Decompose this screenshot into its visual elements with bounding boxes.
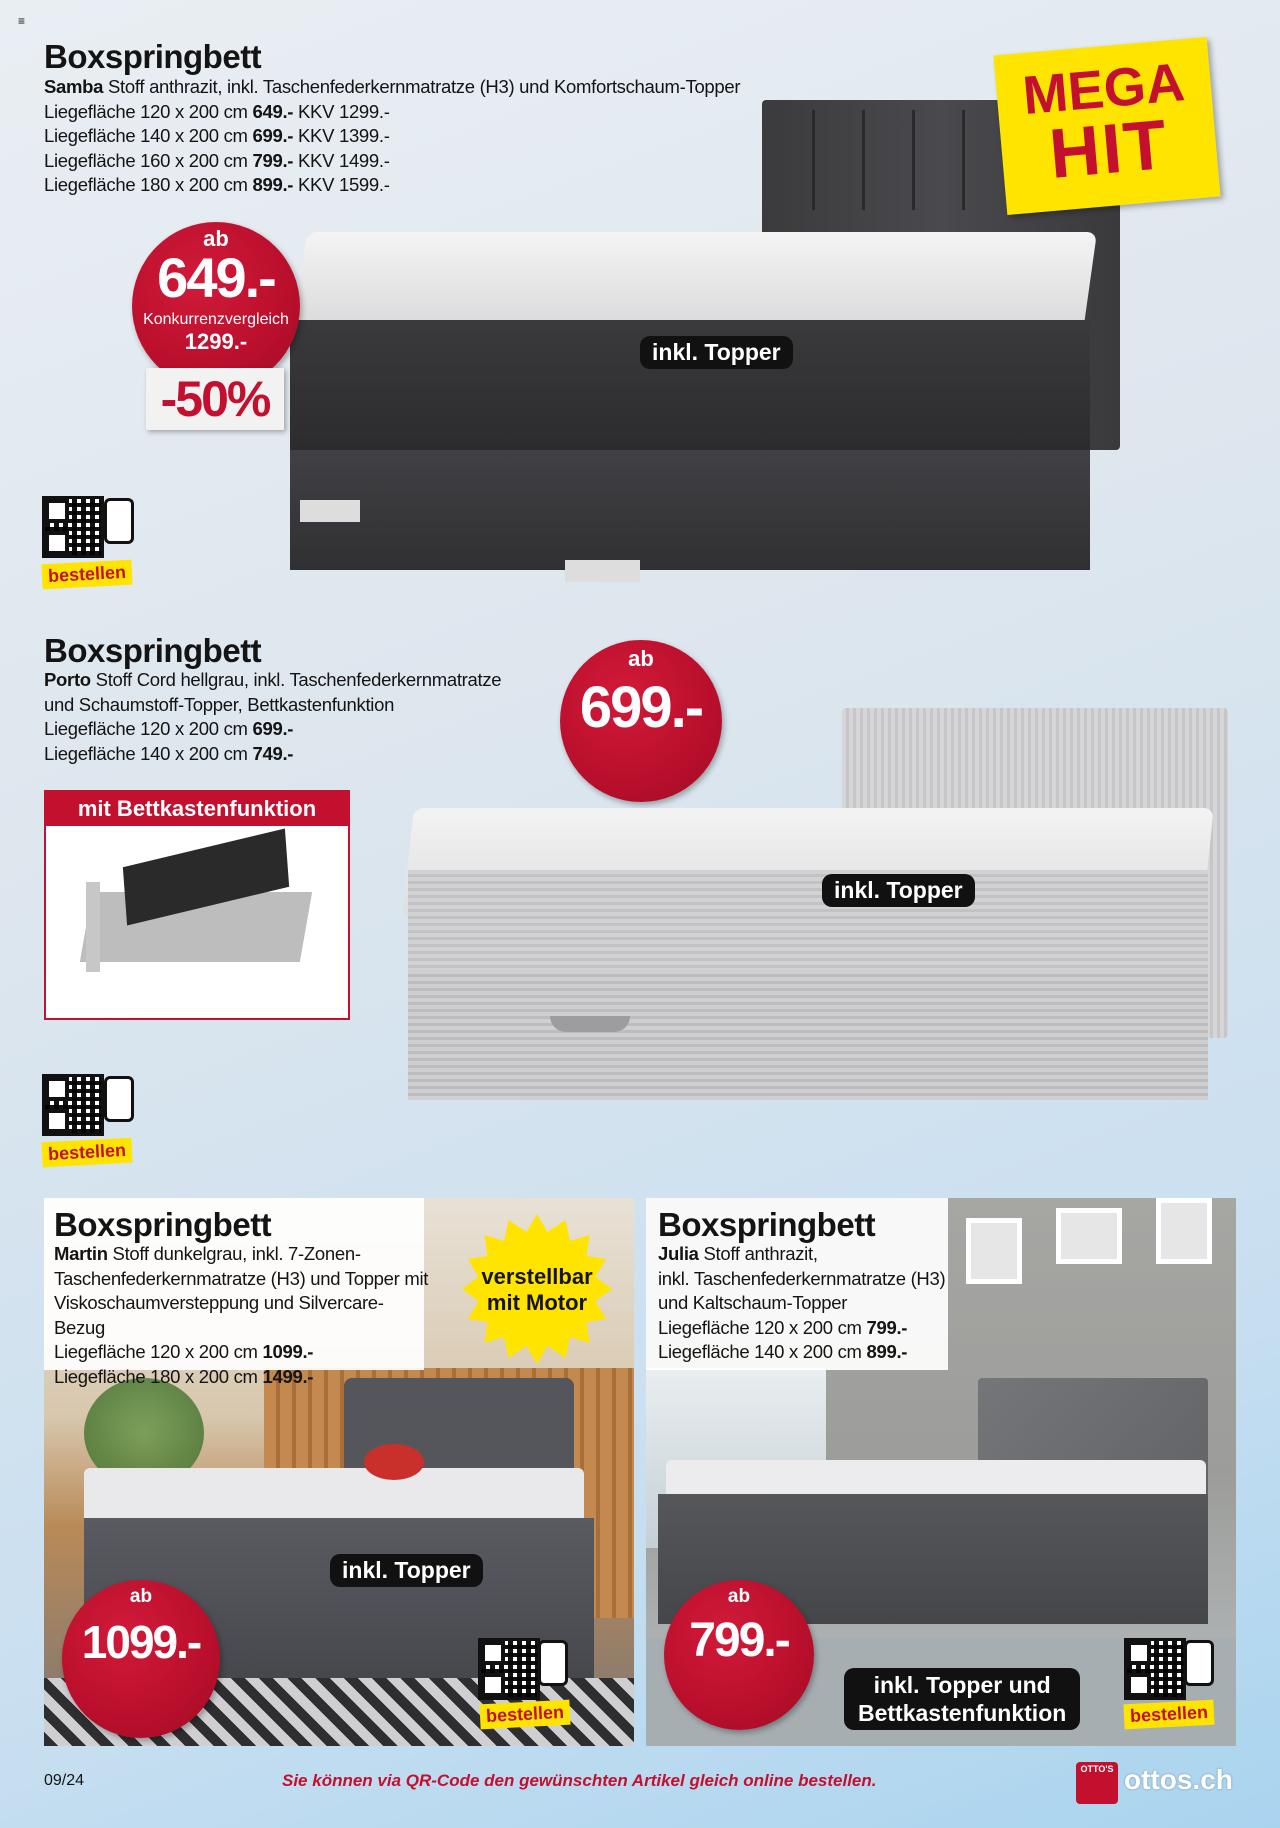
price-value: 699.- xyxy=(579,675,703,740)
size-row: Liegefläche 140 x 200 cm 749.- xyxy=(44,742,294,764)
qr-code-icon[interactable] xyxy=(478,1638,540,1700)
price-prefix: ab xyxy=(628,646,654,671)
product-name: Julia xyxy=(658,1243,699,1264)
price-badge xyxy=(664,1580,814,1730)
size-row: Liegefläche 160 x 200 cm 799.- KKV 1499.- xyxy=(44,149,390,171)
price-prefix: ab xyxy=(129,1586,153,1607)
product-martin xyxy=(44,1198,634,1746)
mega-hit-badge: MEGA HIT xyxy=(993,37,1220,215)
discount-badge: -50% xyxy=(146,368,284,430)
product-title: Boxspringbett xyxy=(44,38,262,75)
storage-label: mit Bettkastenfunktion xyxy=(46,792,348,826)
product-description: Martin Stoff dunkelgrau, inkl. 7-Zonen- Taschenfederkernmatratze (H3) und Topper mit Viskoschaumversteppung und Silvercare-Bezug Liegefläche 120 x 200 cm 1099.- Liegefläche 180 x 200 cm 1499.- xyxy=(54,1242,434,1389)
topper-label: inkl. Topper xyxy=(822,874,975,907)
product-title: Boxspringbett xyxy=(54,1206,272,1243)
site-name: ottos.ch xyxy=(1124,1764,1233,1795)
price-value: 1099.- xyxy=(81,1616,201,1668)
size-row: Liegefläche 140 x 200 cm 899.- xyxy=(658,1341,908,1362)
pillow xyxy=(364,1444,424,1480)
qr-code-icon[interactable] xyxy=(42,496,104,558)
product-description: Samba Stoff anthrazit, inkl. Taschenfederkernmatratze (H3) und Komfortschaum-Topper Liegefläche 120 x 200 cm 649.- KKV 1299.- Liegefläche 140 x 200 cm 699.- KKV 1399.- Liegefläche 160 x 200 cm 799.- KKV 1499.- Liegefläche 180 x 200 cm 899.- KKV 1599.- xyxy=(44,75,764,198)
motor-burst-text: verstellbar mit Motor xyxy=(481,1264,593,1315)
product-name: Porto xyxy=(44,669,91,690)
order-button[interactable]: bestellen xyxy=(41,560,132,590)
price-value: 799.- xyxy=(689,1614,789,1667)
price-badge xyxy=(62,1580,220,1738)
product-description: Porto Stoff Cord hellgrau, inkl. Taschenfederkernmatratze und Schaumstoff-Topper, Bettkastenfunktion Liegefläche 120 x 200 cm 699.- Liegefläche 140 x 200 cm 749.- xyxy=(44,668,564,766)
phone-icon xyxy=(104,498,134,544)
compare-price: 1299.- xyxy=(184,329,248,354)
storage-inset xyxy=(44,790,350,1020)
price-badge xyxy=(560,640,722,802)
page-number: 09/24 xyxy=(44,1772,85,1789)
phone-icon xyxy=(104,1076,134,1122)
size-row: Liegefläche 120 x 200 cm 649.- KKV 1299.- xyxy=(44,100,390,122)
order-button[interactable]: bestellen xyxy=(1123,1700,1214,1730)
order-button[interactable]: bestellen xyxy=(41,1138,132,1168)
price-value: 649.- xyxy=(157,246,275,309)
product-porto xyxy=(0,600,1280,1165)
topper-label: inkl. Topper xyxy=(330,1554,483,1587)
product-name: Martin xyxy=(54,1243,108,1264)
compare-label: Konkurrenzvergleich xyxy=(143,311,289,328)
product-title: Boxspringbett xyxy=(658,1206,876,1243)
size-row: Liegefläche 120 x 200 cm 699.- xyxy=(44,718,294,739)
topper-label: inkl. Topper xyxy=(640,336,793,369)
qr-code-icon[interactable] xyxy=(42,1074,104,1136)
price-prefix: ab xyxy=(203,226,229,251)
order-button[interactable]: bestellen xyxy=(479,1700,570,1730)
picture-frame xyxy=(1156,1198,1212,1264)
logo-icon: OTTO'S xyxy=(1076,1762,1118,1804)
size-row: Liegefläche 140 x 200 cm 699.- KKV 1399.- xyxy=(44,125,390,146)
menu-icon: ≡ xyxy=(18,14,26,28)
picture-frame xyxy=(1056,1208,1122,1264)
size-row: Liegefläche 180 x 200 cm 899.- KKV 1599.- xyxy=(44,174,390,195)
footer-note: Sie können via QR-Code den gewünschten Artikel gleich online bestellen. xyxy=(282,1771,877,1790)
topper-label: inkl. Topper und Bettkastenfunktion xyxy=(844,1668,1080,1730)
product-description: Julia Stoff anthrazit, inkl. Taschenfederkernmatratze (H3) und Kaltschaum-Topper Liegefläche 120 x 200 cm 799.- Liegefläche 140 x 200 cm 899.- xyxy=(658,1242,958,1365)
price-badge xyxy=(132,222,300,390)
phone-icon xyxy=(538,1640,568,1686)
product-name: Samba xyxy=(44,76,104,97)
product-samba xyxy=(0,0,1280,600)
size-row: Liegefläche 120 x 200 cm 799.- xyxy=(658,1316,908,1338)
size-row: Liegefläche 180 x 200 cm 1499.- xyxy=(54,1365,314,1387)
phone-icon xyxy=(1184,1640,1214,1686)
qr-code-icon[interactable] xyxy=(1124,1638,1186,1700)
product-title: Boxspringbett xyxy=(44,632,262,669)
product-julia xyxy=(646,1198,1236,1746)
price-prefix: ab xyxy=(727,1586,751,1607)
size-row: Liegefläche 120 x 200 cm 1099.- xyxy=(54,1341,314,1362)
picture-frame xyxy=(966,1218,1022,1284)
